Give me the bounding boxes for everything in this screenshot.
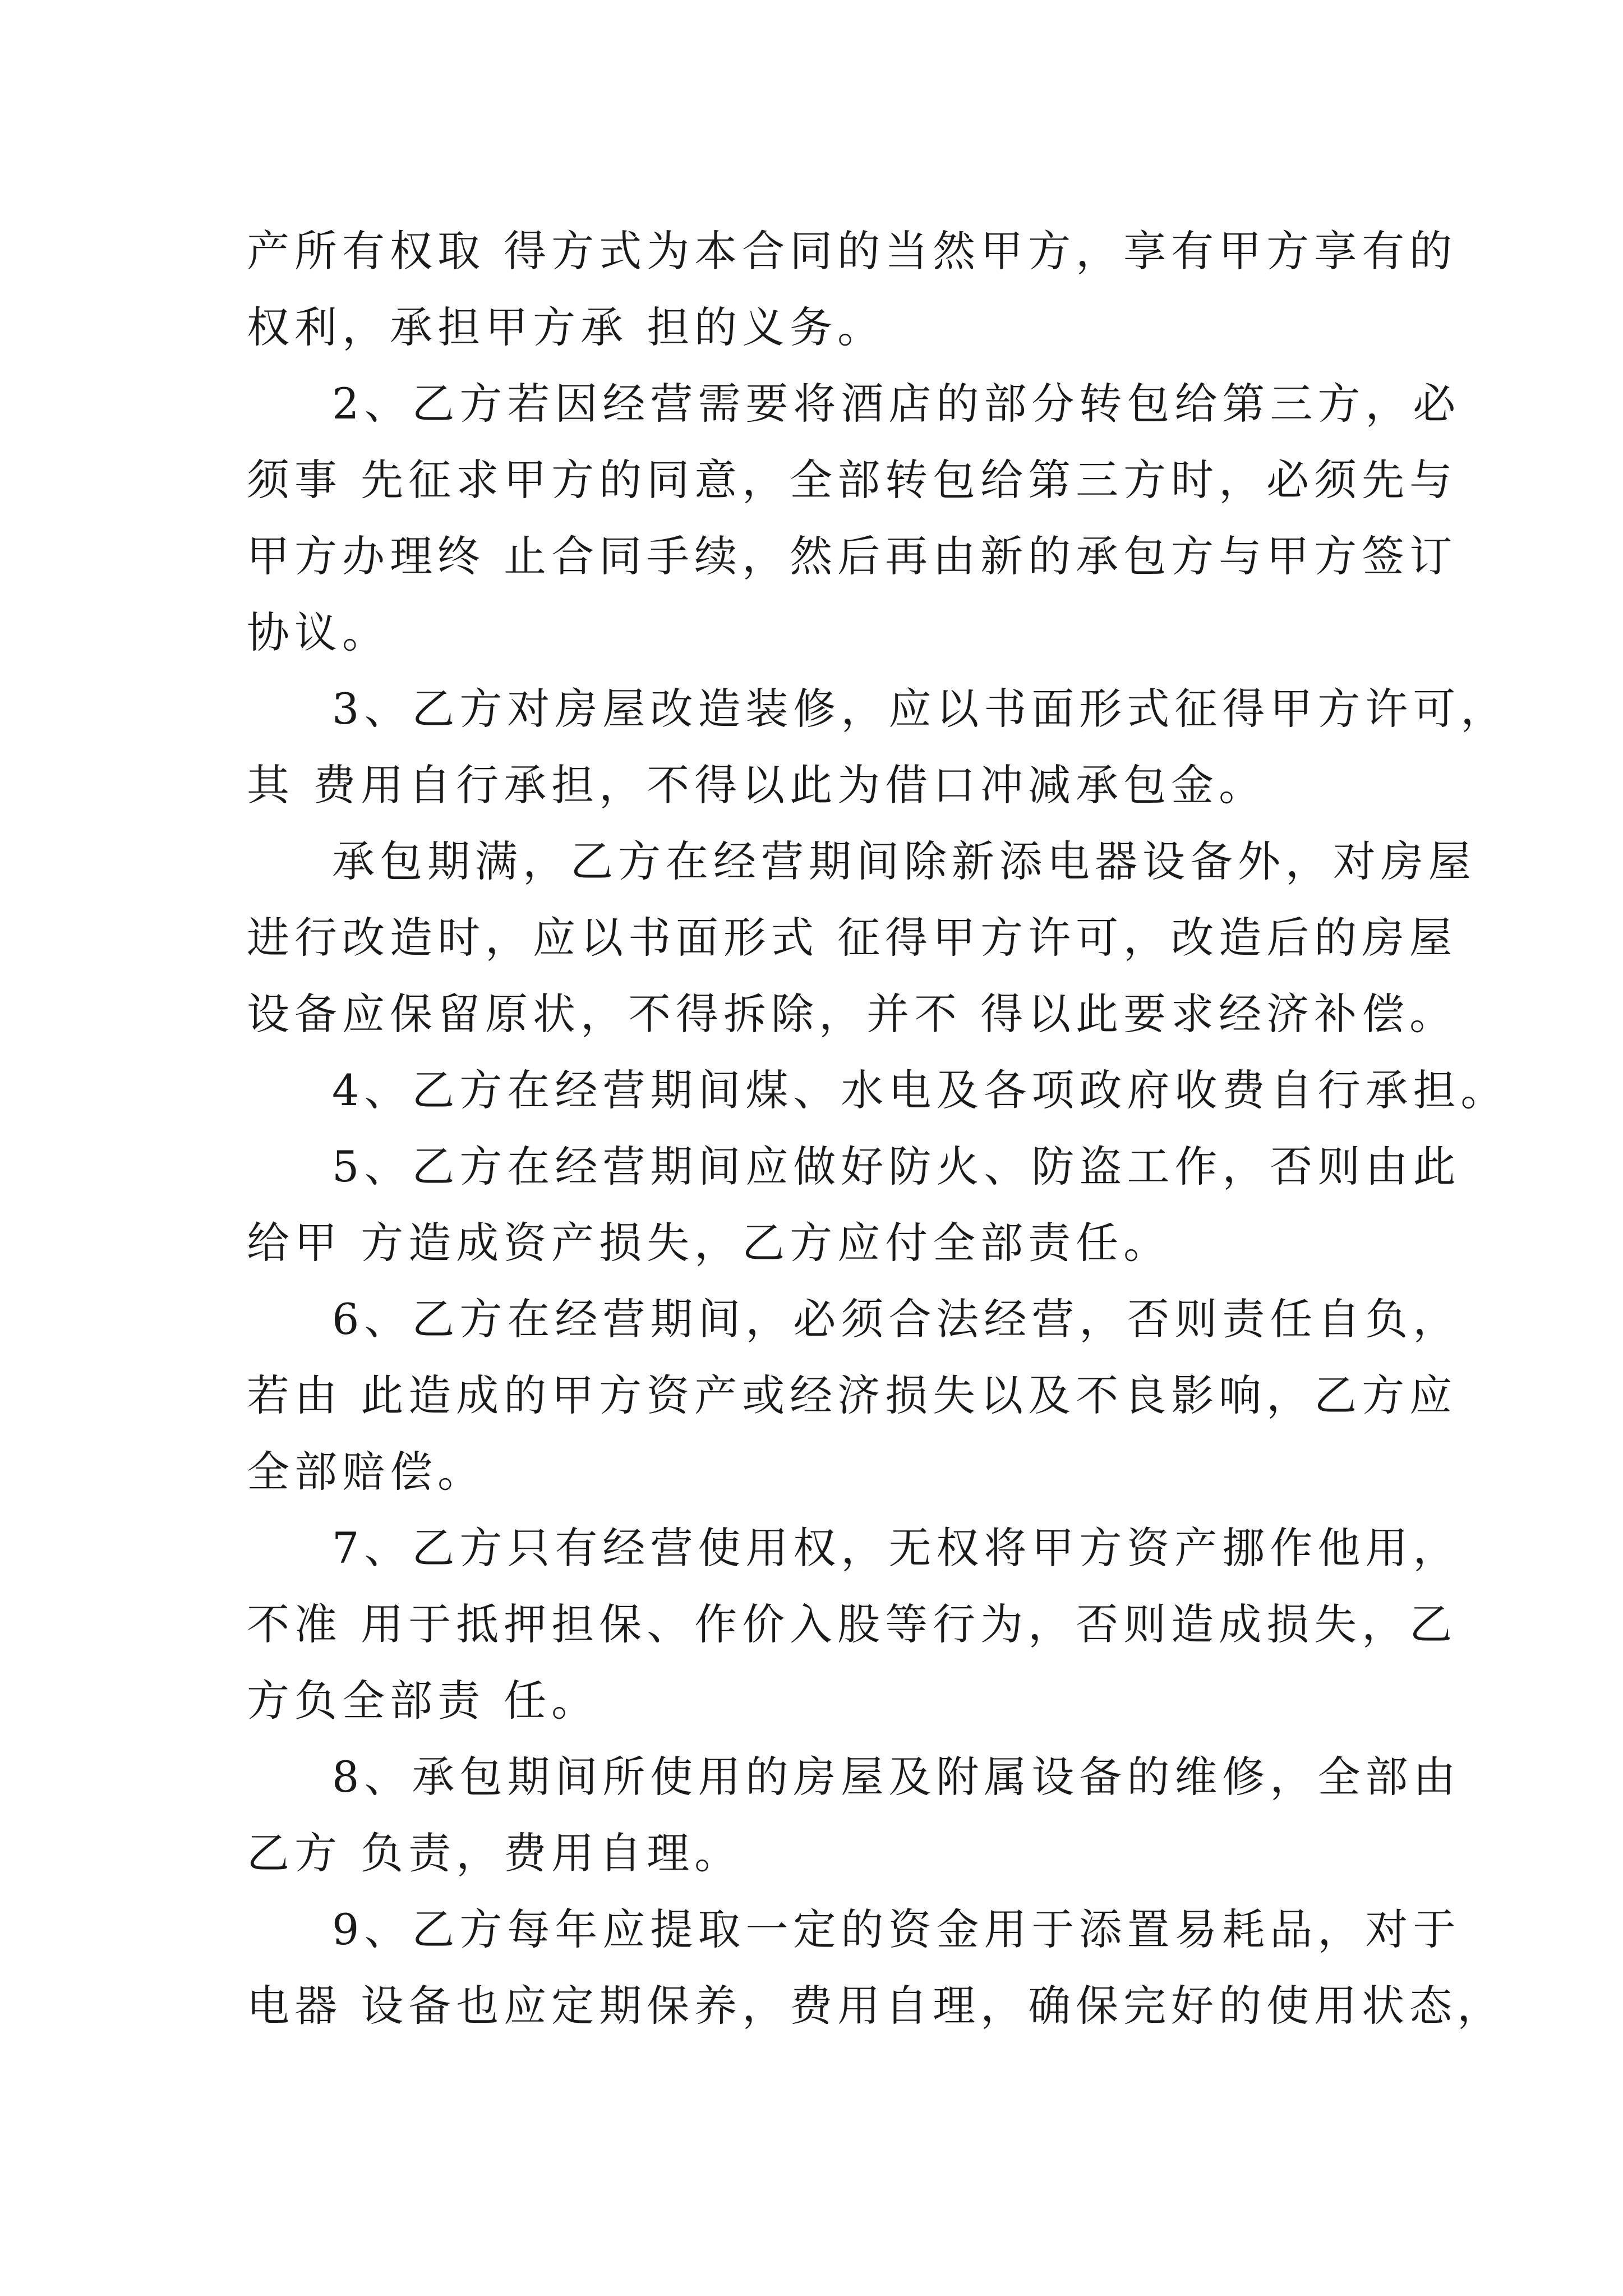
text-line: 6、乙方在经营期间，必须合法经营，否则责任自负， [332,1294,1461,1344]
text-line: 产所有权取 得方式为本合同的当然甲方，享有甲方享有的 [247,226,1458,276]
text-line: 7、乙方只有经营使用权，无权将甲方资产挪作他用， [332,1523,1461,1573]
text-line: 2、乙方若因经营需要将酒店的部分转包给第三方，必 [332,379,1461,429]
text-line: 甲方办理终 止合同手续，然后再由新的承包方与甲方签订 [247,531,1458,581]
text-line: 8、承包期间所使用的房屋及附属设备的维修，全部由 [332,1752,1461,1802]
text-line: 其 费用自行承担，不得以此为借口冲减承包金。 [247,760,1267,810]
text-line: 3、乙方对房屋改造装修，应以书面形式征得甲方许可， [332,684,1509,734]
text-line: 承包期满，乙方在经营期间除新添电器设备外，对房屋 [332,836,1476,886]
text-line: 若由 此造成的甲方资产或经济损失以及不良影响，乙方应 [247,1370,1458,1420]
text-line: 4、乙方在经营期间煤、水电及各项政府收费自行承担。 [332,1065,1509,1115]
text-line: 9、乙方每年应提取一定的资金用于添置易耗品，对于 [332,1904,1461,1954]
text-line: 全部赔偿。 [247,1447,485,1497]
text-line: 电器 设备也应定期保养，费用自理，确保完好的使用状态， [247,1981,1505,2031]
text-line: 乙方 负责，费用自理。 [247,1828,743,1878]
text-line: 须事 先征求甲方的同意，全部转包给第三方时，必须先与 [247,455,1458,505]
document-body [247,213,1509,2044]
text-line: 权利，承担甲方承 担的义务。 [247,302,886,352]
text-line: 不准 用于抵押担保、作价入股等行为，否则造成损失，乙 [247,1599,1458,1649]
text-line: 设备应保留原状，不得拆除，并不 得以此要求经济补偿。 [247,989,1458,1039]
text-line: 协议。 [247,608,390,657]
text-line: 方负全部责 任。 [247,1676,600,1726]
text-line: 进行改造时，应以书面形式 征得甲方许可，改造后的房屋 [247,913,1458,963]
text-line: 5、乙方在经营期间应做好防火、防盗工作，否则由此 [332,1142,1461,1191]
text-line: 给甲 方造成资产损失，乙方应付全部责任。 [247,1218,1172,1268]
